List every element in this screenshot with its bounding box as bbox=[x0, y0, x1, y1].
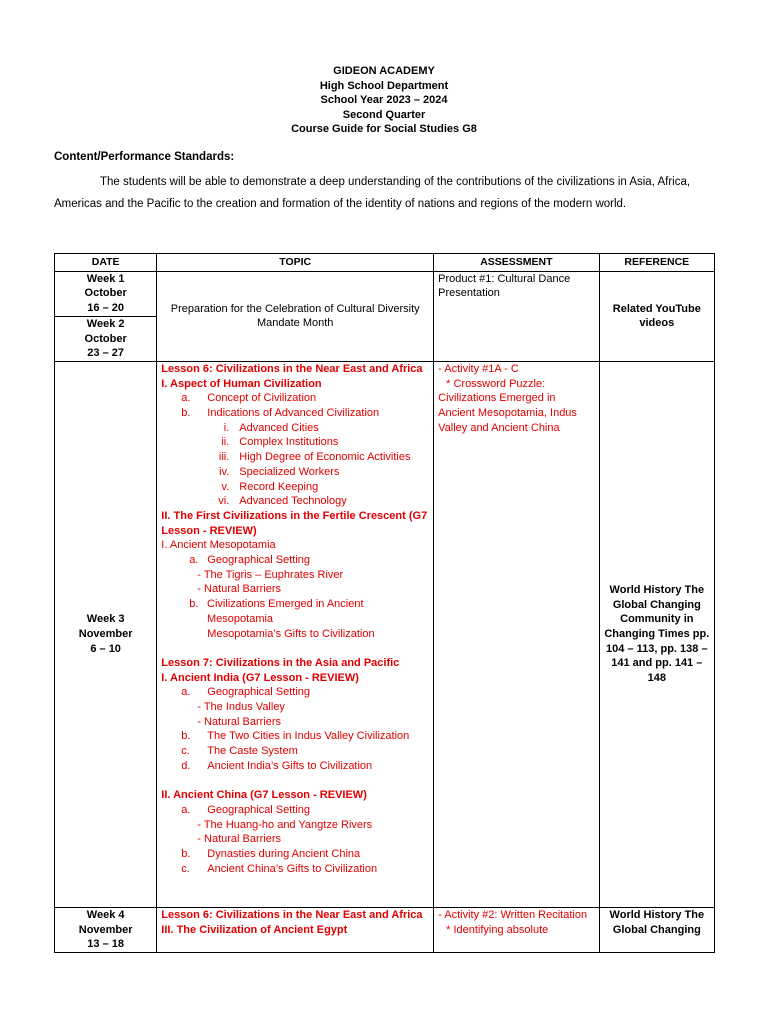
topic-cell-week4 bbox=[157, 907, 434, 952]
department-name: High School Department bbox=[319, 79, 449, 92]
assessment-cell-week4 bbox=[434, 907, 600, 952]
days-label: 6 – 10 bbox=[90, 642, 121, 655]
section-heading: I. Aspect of Human Civilization bbox=[161, 377, 322, 390]
list-item: a. Geographical Setting bbox=[181, 686, 311, 699]
sub-item: - Natural Barriers bbox=[197, 715, 282, 728]
date-cell-week4 bbox=[55, 907, 157, 952]
list-item: b. Dynasties during Ancient China bbox=[181, 848, 361, 861]
date-cell-week2 bbox=[55, 316, 157, 361]
sub-item: - Natural Barriers bbox=[197, 833, 282, 846]
days-label: 23 – 27 bbox=[87, 347, 124, 360]
date-cell-week1 bbox=[55, 271, 157, 316]
month-label: October bbox=[84, 332, 127, 345]
list-item: i. Advanced Cities bbox=[223, 421, 319, 434]
list-item: ii. Complex Institutions bbox=[221, 436, 339, 449]
list-item: c. Ancient China’s Gifts to Civilization bbox=[181, 862, 378, 875]
sub-item: Mesopotamia’s Gifts to Civilization bbox=[207, 627, 375, 640]
assessment-cell-product1 bbox=[434, 271, 600, 361]
week-label: Week 4 bbox=[86, 908, 125, 921]
reference-text: World History The Global Changing bbox=[609, 908, 705, 936]
topic-cell-week3 bbox=[157, 361, 434, 907]
lesson-heading: Lesson 7: Civilizations in the Asia and Pacific bbox=[161, 656, 400, 669]
assessment-cell-week3 bbox=[434, 361, 600, 907]
assessment-text: Product #1: Cultural Dance Presentation bbox=[438, 272, 571, 300]
list-item: d. Ancient India’s Gifts to Civilization bbox=[181, 759, 373, 772]
course-guide-table bbox=[54, 253, 715, 953]
sub-item: - Natural Barriers bbox=[197, 583, 282, 596]
sub-item: - The Indus Valley bbox=[197, 701, 285, 714]
table-row bbox=[55, 271, 715, 316]
reference-cell-week3 bbox=[599, 361, 714, 907]
section-heading: I. Ancient India (G7 Lesson - REVIEW) bbox=[161, 671, 359, 684]
standards-label: Content/Performance Standards: bbox=[54, 151, 235, 163]
month-label: November bbox=[78, 923, 133, 936]
lesson-heading: Lesson 6: Civilizations in the Near East and Africa bbox=[161, 362, 423, 375]
week-label: Week 1 bbox=[86, 272, 125, 285]
header-date: DATE bbox=[55, 254, 157, 272]
list-item: a. Concept of Civilization bbox=[181, 392, 317, 405]
reference-text: Related YouTube videos bbox=[612, 302, 701, 330]
sub-item: - The Huang-ho and Yangtze Rivers bbox=[197, 818, 373, 831]
week-label: Week 2 bbox=[86, 317, 125, 330]
list-item: b. The Two Cities in Indus Valley Civilization bbox=[181, 730, 410, 743]
quarter: Second Quarter bbox=[342, 108, 426, 121]
list-item: a. Geographical Setting bbox=[189, 554, 311, 567]
section-heading: III. The Civilization of Ancient Egypt bbox=[161, 923, 348, 936]
date-cell-week3 bbox=[55, 361, 157, 907]
activity-description: * Identifying absolute bbox=[446, 923, 549, 936]
list-item: v. Record Keeping bbox=[221, 480, 319, 493]
section-heading: II. The First Civilizations in the Fertile Crescent (G7 Lesson - REVIEW) bbox=[161, 509, 428, 537]
section-heading: II. Ancient China (G7 Lesson - REVIEW) bbox=[161, 789, 367, 802]
table-header-row bbox=[55, 254, 715, 272]
school-name: GIDEON ACADEMY bbox=[333, 65, 435, 77]
header-assessment: ASSESSMENT bbox=[434, 254, 600, 272]
topic-cell-celebration bbox=[157, 271, 434, 361]
days-label: 13 – 18 bbox=[87, 938, 124, 951]
school-year: School Year 2023 – 2024 bbox=[320, 94, 448, 106]
activity-label: - Activity #1A - C bbox=[438, 362, 519, 375]
list-item: b. Indications of Advanced Civilization bbox=[181, 407, 380, 420]
list-item: c. The Caste System bbox=[181, 745, 298, 758]
topic-text: Preparation for the Celebration of Cultural Diversity Mandate Month bbox=[170, 302, 420, 330]
document-header bbox=[0, 64, 768, 137]
lesson-heading: Lesson 6: Civilizations in the Near East and Africa bbox=[161, 908, 423, 921]
subsection-heading: I. Ancient Mesopotamia bbox=[161, 539, 276, 552]
activity-label: - Activity #2: Written Recitation bbox=[438, 908, 588, 921]
days-label: 16 – 20 bbox=[87, 302, 124, 315]
month-label: October bbox=[84, 287, 127, 300]
week-label: Week 3 bbox=[86, 613, 125, 626]
standards-text: The students will be able to demonstrate a deep understanding of the contributions of the civilizations in Asia, Africa, Americas and the Pacific to the creation and formation of the identity of nations and regions of the modern world. bbox=[54, 176, 691, 210]
header-reference: REFERENCE bbox=[599, 254, 714, 272]
list-item: vi. Advanced Technology bbox=[218, 495, 347, 508]
list-item: iv. Specialized Workers bbox=[219, 465, 340, 478]
list-item: a. Geographical Setting bbox=[181, 803, 311, 816]
reference-text: World History The Global Changing Community in Changing Times pp. 104 – 113, pp. 138 – 141 and pp. 141 – 148 bbox=[604, 583, 710, 685]
reference-cell-youtube bbox=[599, 271, 714, 361]
activity-description: * Crossword Puzzle: Civilizations Emerged in Ancient Mesopotamia, Indus Valley and Ancient China bbox=[438, 377, 577, 434]
sub-item: - The Tigris – Euphrates River bbox=[197, 568, 344, 581]
table-row bbox=[55, 361, 715, 907]
list-item: b. Civilizations Emerged in Ancient Mesopotamia bbox=[189, 598, 364, 625]
header-topic: TOPIC bbox=[157, 254, 434, 272]
list-item: iii. High Degree of Economic Activities bbox=[218, 451, 411, 464]
document-title: Course Guide for Social Studies G8 bbox=[291, 123, 477, 135]
table-row bbox=[55, 907, 715, 952]
month-label: November bbox=[78, 628, 133, 641]
reference-cell-week4 bbox=[599, 907, 714, 952]
